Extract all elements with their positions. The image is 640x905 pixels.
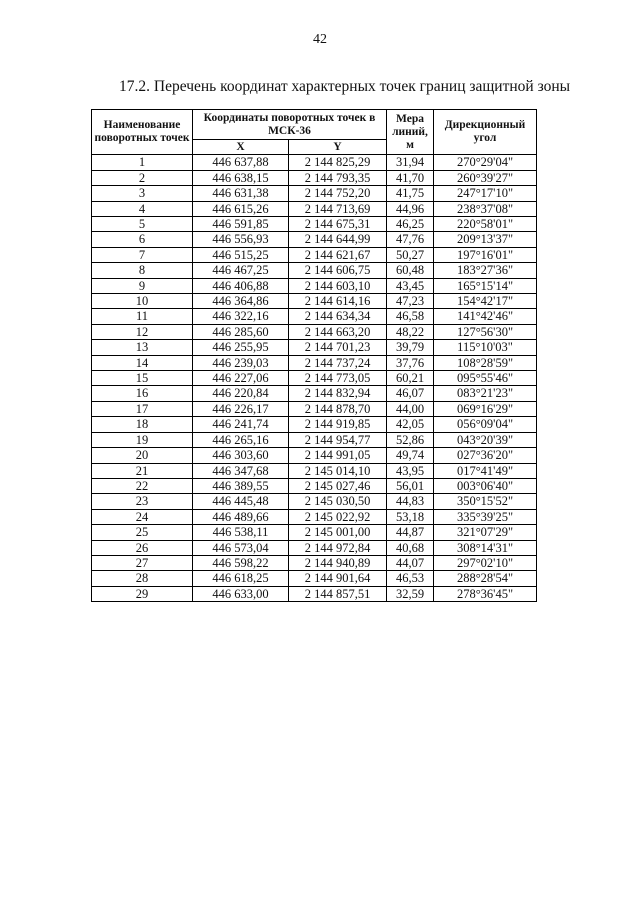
section-title: 17.2. Перечень координат характерных точек границ защитной зоны xyxy=(119,78,571,95)
direction-angle: 297°02'10" xyxy=(434,555,537,570)
table-row xyxy=(92,247,537,262)
coord-x: 446 406,88 xyxy=(193,278,289,293)
point-number: 2 xyxy=(92,170,193,185)
line-length: 60,21 xyxy=(387,371,434,386)
header-y: Y xyxy=(289,140,387,155)
table-body xyxy=(92,155,537,602)
coord-x: 446 467,25 xyxy=(193,263,289,278)
table-row xyxy=(92,201,537,216)
line-length: 42,05 xyxy=(387,417,434,432)
coord-y: 2 144 663,20 xyxy=(289,324,387,339)
table-row xyxy=(92,386,537,401)
coord-y: 2 144 752,20 xyxy=(289,186,387,201)
line-length: 40,68 xyxy=(387,540,434,555)
direction-angle: 350°15'52" xyxy=(434,494,537,509)
direction-angle: 154°42'17" xyxy=(434,294,537,309)
coord-y: 2 144 606,75 xyxy=(289,263,387,278)
coord-y: 2 144 634,34 xyxy=(289,309,387,324)
direction-angle: 220°58'01" xyxy=(434,217,537,232)
table-row xyxy=(92,294,537,309)
coord-x: 446 227,06 xyxy=(193,371,289,386)
line-length: 44,07 xyxy=(387,555,434,570)
direction-angle: 027°36'20" xyxy=(434,448,537,463)
direction-angle: 108°28'59" xyxy=(434,355,537,370)
coord-x: 446 631,38 xyxy=(193,186,289,201)
direction-angle: 115°10'03" xyxy=(434,340,537,355)
coord-x: 446 285,60 xyxy=(193,324,289,339)
coord-y: 2 145 001,00 xyxy=(289,525,387,540)
coord-y: 2 144 857,51 xyxy=(289,586,387,601)
coord-x: 446 633,00 xyxy=(193,586,289,601)
line-length: 43,45 xyxy=(387,278,434,293)
header-point-name: Наименование поворотных точек xyxy=(92,110,193,155)
point-number: 25 xyxy=(92,525,193,540)
direction-angle: 127°56'30" xyxy=(434,324,537,339)
table-row xyxy=(92,263,537,278)
header-x: X xyxy=(193,140,289,155)
point-number: 20 xyxy=(92,448,193,463)
coord-y: 2 144 621,67 xyxy=(289,247,387,262)
line-length: 47,76 xyxy=(387,232,434,247)
line-length: 44,00 xyxy=(387,401,434,416)
coord-y: 2 144 919,85 xyxy=(289,417,387,432)
coord-y: 2 144 793,35 xyxy=(289,170,387,185)
coord-x: 446 573,04 xyxy=(193,540,289,555)
direction-angle: 141°42'46" xyxy=(434,309,537,324)
point-number: 8 xyxy=(92,263,193,278)
coord-y: 2 144 832,94 xyxy=(289,386,387,401)
table-row xyxy=(92,371,537,386)
direction-angle: 083°21'23" xyxy=(434,386,537,401)
table-row xyxy=(92,432,537,447)
point-number: 18 xyxy=(92,417,193,432)
coord-x: 446 322,16 xyxy=(193,309,289,324)
coord-y: 2 144 878,70 xyxy=(289,401,387,416)
point-number: 26 xyxy=(92,540,193,555)
point-number: 9 xyxy=(92,278,193,293)
point-number: 23 xyxy=(92,494,193,509)
line-length: 49,74 xyxy=(387,448,434,463)
point-number: 12 xyxy=(92,324,193,339)
line-length: 60,48 xyxy=(387,263,434,278)
coord-x: 446 598,22 xyxy=(193,555,289,570)
coord-x: 446 239,03 xyxy=(193,355,289,370)
direction-angle: 017°41'49" xyxy=(434,463,537,478)
table-row xyxy=(92,586,537,601)
line-length: 56,01 xyxy=(387,478,434,493)
line-length: 44,87 xyxy=(387,525,434,540)
line-length: 48,22 xyxy=(387,324,434,339)
table-row xyxy=(92,494,537,509)
coord-x: 446 591,85 xyxy=(193,217,289,232)
table-row xyxy=(92,355,537,370)
table-row xyxy=(92,170,537,185)
direction-angle: 197°16'01" xyxy=(434,247,537,262)
coord-y: 2 145 030,50 xyxy=(289,494,387,509)
line-length: 41,75 xyxy=(387,186,434,201)
point-number: 29 xyxy=(92,586,193,601)
point-number: 27 xyxy=(92,555,193,570)
coord-x: 446 226,17 xyxy=(193,401,289,416)
point-number: 4 xyxy=(92,201,193,216)
coord-y: 2 144 991,05 xyxy=(289,448,387,463)
direction-angle: 247°17'10" xyxy=(434,186,537,201)
coord-x: 446 364,86 xyxy=(193,294,289,309)
header-line-length: Мера линий, м xyxy=(387,110,434,155)
coord-y: 2 144 614,16 xyxy=(289,294,387,309)
point-number: 14 xyxy=(92,355,193,370)
table-row xyxy=(92,417,537,432)
table-row xyxy=(92,525,537,540)
coord-x: 446 515,25 xyxy=(193,247,289,262)
header-coordinates: Координаты поворотных точек в МСК-36 xyxy=(193,110,387,140)
point-number: 11 xyxy=(92,309,193,324)
point-number: 13 xyxy=(92,340,193,355)
line-length: 32,59 xyxy=(387,586,434,601)
line-length: 50,27 xyxy=(387,247,434,262)
table-row xyxy=(92,232,537,247)
direction-angle: 043°20'39" xyxy=(434,432,537,447)
direction-angle: 308°14'31" xyxy=(434,540,537,555)
table-row xyxy=(92,478,537,493)
point-number: 21 xyxy=(92,463,193,478)
point-number: 24 xyxy=(92,509,193,524)
direction-angle: 270°29'04" xyxy=(434,155,537,170)
table-row xyxy=(92,540,537,555)
line-length: 46,53 xyxy=(387,571,434,586)
coord-y: 2 144 603,10 xyxy=(289,278,387,293)
direction-angle: 183°27'36" xyxy=(434,263,537,278)
line-length: 39,79 xyxy=(387,340,434,355)
coord-y: 2 145 014,10 xyxy=(289,463,387,478)
table-row xyxy=(92,555,537,570)
coord-x: 446 347,68 xyxy=(193,463,289,478)
direction-angle: 321°07'29" xyxy=(434,525,537,540)
coord-y: 2 145 022,92 xyxy=(289,509,387,524)
line-length: 44,96 xyxy=(387,201,434,216)
coord-y: 2 144 737,24 xyxy=(289,355,387,370)
table-row xyxy=(92,217,537,232)
table-row xyxy=(92,324,537,339)
point-number: 1 xyxy=(92,155,193,170)
line-length: 31,94 xyxy=(387,155,434,170)
coord-y: 2 144 940,89 xyxy=(289,555,387,570)
table-row xyxy=(92,401,537,416)
point-number: 10 xyxy=(92,294,193,309)
table-row xyxy=(92,278,537,293)
line-length: 46,58 xyxy=(387,309,434,324)
coord-x: 446 618,25 xyxy=(193,571,289,586)
direction-angle: 278°36'45" xyxy=(434,586,537,601)
point-number: 5 xyxy=(92,217,193,232)
direction-angle: 288°28'54" xyxy=(434,571,537,586)
line-length: 52,86 xyxy=(387,432,434,447)
point-number: 28 xyxy=(92,571,193,586)
table-row xyxy=(92,509,537,524)
point-number: 16 xyxy=(92,386,193,401)
table-row xyxy=(92,155,537,170)
coord-x: 446 489,66 xyxy=(193,509,289,524)
point-number: 6 xyxy=(92,232,193,247)
table-row xyxy=(92,186,537,201)
coord-y: 2 144 972,84 xyxy=(289,540,387,555)
direction-angle: 335°39'25" xyxy=(434,509,537,524)
coord-x: 446 445,48 xyxy=(193,494,289,509)
coord-x: 446 637,88 xyxy=(193,155,289,170)
table-row xyxy=(92,448,537,463)
coordinates-table xyxy=(91,109,537,602)
coord-x: 446 615,26 xyxy=(193,201,289,216)
header-direction-angle: Дирекционный угол xyxy=(434,110,537,155)
direction-angle: 238°37'08" xyxy=(434,201,537,216)
line-length: 43,95 xyxy=(387,463,434,478)
direction-angle: 069°16'29" xyxy=(434,401,537,416)
point-number: 19 xyxy=(92,432,193,447)
coord-x: 446 220,84 xyxy=(193,386,289,401)
coord-y: 2 144 675,31 xyxy=(289,217,387,232)
point-number: 17 xyxy=(92,401,193,416)
coord-y: 2 144 773,05 xyxy=(289,371,387,386)
table-row xyxy=(92,463,537,478)
coord-y: 2 144 644,99 xyxy=(289,232,387,247)
direction-angle: 003°06'40" xyxy=(434,478,537,493)
coord-y: 2 144 901,64 xyxy=(289,571,387,586)
direction-angle: 165°15'14" xyxy=(434,278,537,293)
direction-angle: 260°39'27" xyxy=(434,170,537,185)
point-number: 3 xyxy=(92,186,193,201)
direction-angle: 209°13'37" xyxy=(434,232,537,247)
coord-y: 2 145 027,46 xyxy=(289,478,387,493)
page-number: 42 xyxy=(313,32,327,47)
line-length: 46,07 xyxy=(387,386,434,401)
coord-x: 446 638,15 xyxy=(193,170,289,185)
point-number: 22 xyxy=(92,478,193,493)
coord-y: 2 144 701,23 xyxy=(289,340,387,355)
line-length: 44,83 xyxy=(387,494,434,509)
coord-y: 2 144 954,77 xyxy=(289,432,387,447)
line-length: 47,23 xyxy=(387,294,434,309)
direction-angle: 056°09'04" xyxy=(434,417,537,432)
line-length: 37,76 xyxy=(387,355,434,370)
line-length: 41,70 xyxy=(387,170,434,185)
coord-x: 446 538,11 xyxy=(193,525,289,540)
coord-x: 446 241,74 xyxy=(193,417,289,432)
table-row xyxy=(92,309,537,324)
point-number: 15 xyxy=(92,371,193,386)
point-number: 7 xyxy=(92,247,193,262)
coord-x: 446 303,60 xyxy=(193,448,289,463)
coord-x: 446 255,95 xyxy=(193,340,289,355)
table-row xyxy=(92,571,537,586)
table-row xyxy=(92,340,537,355)
coord-y: 2 144 713,69 xyxy=(289,201,387,216)
line-length: 46,25 xyxy=(387,217,434,232)
coord-y: 2 144 825,29 xyxy=(289,155,387,170)
coord-x: 446 389,55 xyxy=(193,478,289,493)
line-length: 53,18 xyxy=(387,509,434,524)
coord-x: 446 556,93 xyxy=(193,232,289,247)
coord-x: 446 265,16 xyxy=(193,432,289,447)
direction-angle: 095°55'46" xyxy=(434,371,537,386)
